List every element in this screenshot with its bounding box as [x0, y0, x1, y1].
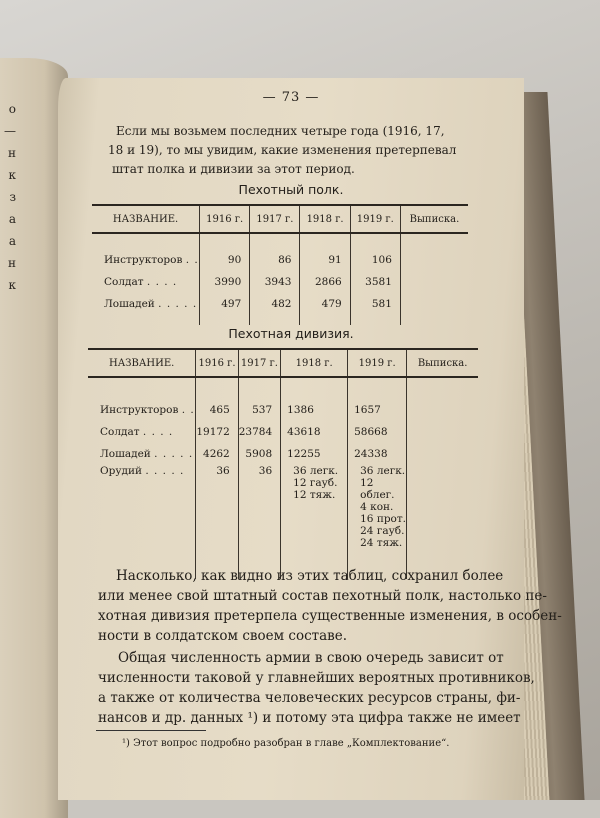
dot-leader: . . . . .: [158, 298, 198, 310]
row-label: Лошадей: [100, 448, 151, 460]
page-number: — 73 —: [262, 90, 320, 105]
table-row: [92, 271, 468, 293]
cell-value: 106: [350, 249, 400, 271]
cell-value: 36: [238, 465, 280, 565]
infantry-regiment-table: [92, 204, 468, 325]
gun-entry: 12 гауб.: [293, 477, 338, 489]
row-label: Лошадей: [104, 298, 155, 310]
column-header: 1916 г.: [196, 349, 238, 377]
column-header: 1917 г.: [238, 349, 280, 377]
gun-entry: 12 тяж.: [293, 489, 336, 501]
gun-entry: 12 облег.: [360, 477, 395, 501]
column-header: 1919 г.: [348, 349, 407, 377]
row-label: Инструкторов: [104, 254, 183, 266]
row-label: Орудий: [100, 465, 142, 477]
cell-value: 581: [350, 293, 400, 315]
gun-entry: 16 прот.: [360, 513, 407, 525]
cell-value: 43618: [281, 421, 348, 443]
left-page-fragment: а: [8, 234, 16, 248]
cell-value: 537: [238, 399, 280, 421]
cell-value: 36: [196, 465, 238, 565]
table-title: Пехотная дивизия.: [228, 326, 354, 341]
cell-value: 12255: [281, 443, 348, 465]
cell-value: 58668: [348, 421, 407, 443]
column-header: 1917 г.: [250, 205, 300, 233]
body-line: хотная дивизия претерпела существенные изменения, в особен-: [98, 608, 562, 624]
left-page-fragment: —: [4, 124, 16, 138]
table-row: [92, 293, 468, 315]
table-row: [88, 465, 478, 565]
cell-value: 1657: [348, 399, 407, 421]
cell-value: 3581: [350, 271, 400, 293]
body-line: ности в солдатском своем составе.: [98, 628, 348, 644]
left-page-fragment: а: [8, 212, 16, 226]
cell-value: 86: [250, 249, 300, 271]
gun-entry: 36 легк.: [360, 465, 406, 477]
infantry-division-table: [88, 348, 478, 579]
table-row: [88, 443, 478, 465]
cell-value: 90: [200, 249, 250, 271]
body-line: нансов и др. данных ¹) и потому эта цифра также не имеет: [98, 710, 521, 726]
column-header: 1918 г.: [281, 349, 348, 377]
table-row: [88, 421, 478, 443]
column-header: Выписка.: [407, 349, 478, 377]
dot-leader: . .: [185, 254, 199, 266]
column-header: 1918 г.: [300, 205, 350, 233]
body-line: или менее свой штатный состав пехотный полк, настолько пе-: [98, 588, 547, 604]
left-page-fragment: н: [8, 146, 16, 160]
left-page-fragment: н: [8, 256, 16, 270]
left-page-fragment: о: [8, 102, 16, 116]
guns-1918-cell: [281, 465, 348, 565]
cell-value: 3943: [250, 271, 300, 293]
gun-entry: 24 тяж.: [360, 537, 403, 549]
guns-1919-cell: [348, 465, 407, 565]
row-label: Солдат: [100, 426, 140, 438]
cell-value: 23784: [238, 421, 280, 443]
body-line: численности таковой у главнейших вероятных противников,: [98, 670, 535, 686]
cell-value: 4262: [196, 443, 238, 465]
gun-entry: 24 гауб.: [360, 525, 405, 537]
intro-line: штат полка и дивизии за этот период.: [112, 162, 355, 176]
gun-entry: 36 легк.: [293, 465, 339, 477]
left-page-fragment: к: [8, 168, 16, 182]
cell-value: 24338: [348, 443, 407, 465]
dot-leader: . . . .: [146, 276, 178, 288]
footnote-rule: [96, 730, 206, 731]
left-page-fragment: з: [9, 190, 16, 204]
cell-value: 465: [196, 399, 238, 421]
row-label: Солдат: [104, 276, 144, 288]
dot-leader: . . . . .: [145, 465, 185, 477]
table-header-row: [88, 349, 478, 377]
footnote: ¹) Этот вопрос подробно разобран в главе „Комплектование“.: [122, 738, 450, 749]
table-row: [92, 249, 468, 271]
body-line: а также от количества человеческих ресурсов страны, фи-: [98, 690, 521, 706]
column-header: 1919 г.: [350, 205, 400, 233]
book-page: [58, 78, 562, 800]
cell-value: 2866: [300, 271, 350, 293]
cell-value: 1386: [281, 399, 348, 421]
gun-entry: 4 кон.: [360, 501, 394, 513]
column-header: 1916 г.: [200, 205, 250, 233]
cell-value: 5908: [238, 443, 280, 465]
cell-value: 19172: [196, 421, 238, 443]
cell-value: 482: [250, 293, 300, 315]
cell-value: 91: [300, 249, 350, 271]
column-header: НАЗВАНИЕ.: [88, 349, 196, 377]
cell-value: 479: [300, 293, 350, 315]
dot-leader: . .: [181, 404, 195, 416]
table-row: [88, 399, 478, 421]
dot-leader: . . . .: [142, 426, 174, 438]
cell-value: 497: [200, 293, 250, 315]
cell-value: 3990: [200, 271, 250, 293]
body-line: Общая численность армии в свою очередь зависит от: [118, 650, 504, 666]
left-page-fragment: к: [8, 278, 16, 292]
row-label: Инструкторов: [100, 404, 179, 416]
dot-leader: . . . . .: [154, 448, 194, 460]
column-header: Выписка.: [400, 205, 468, 233]
table-title: Пехотный полк.: [238, 182, 344, 197]
body-line: Насколько, как видно из этих таблиц, сохранил более: [116, 568, 504, 584]
intro-line: 18 и 19), то мы увидим, какие изменения претерпевал: [108, 143, 457, 157]
table-header-row: [92, 205, 468, 233]
column-header: НАЗВАНИЕ.: [92, 205, 200, 233]
intro-line: Если мы возьмем последних четыре года (1916, 17,: [116, 124, 445, 138]
